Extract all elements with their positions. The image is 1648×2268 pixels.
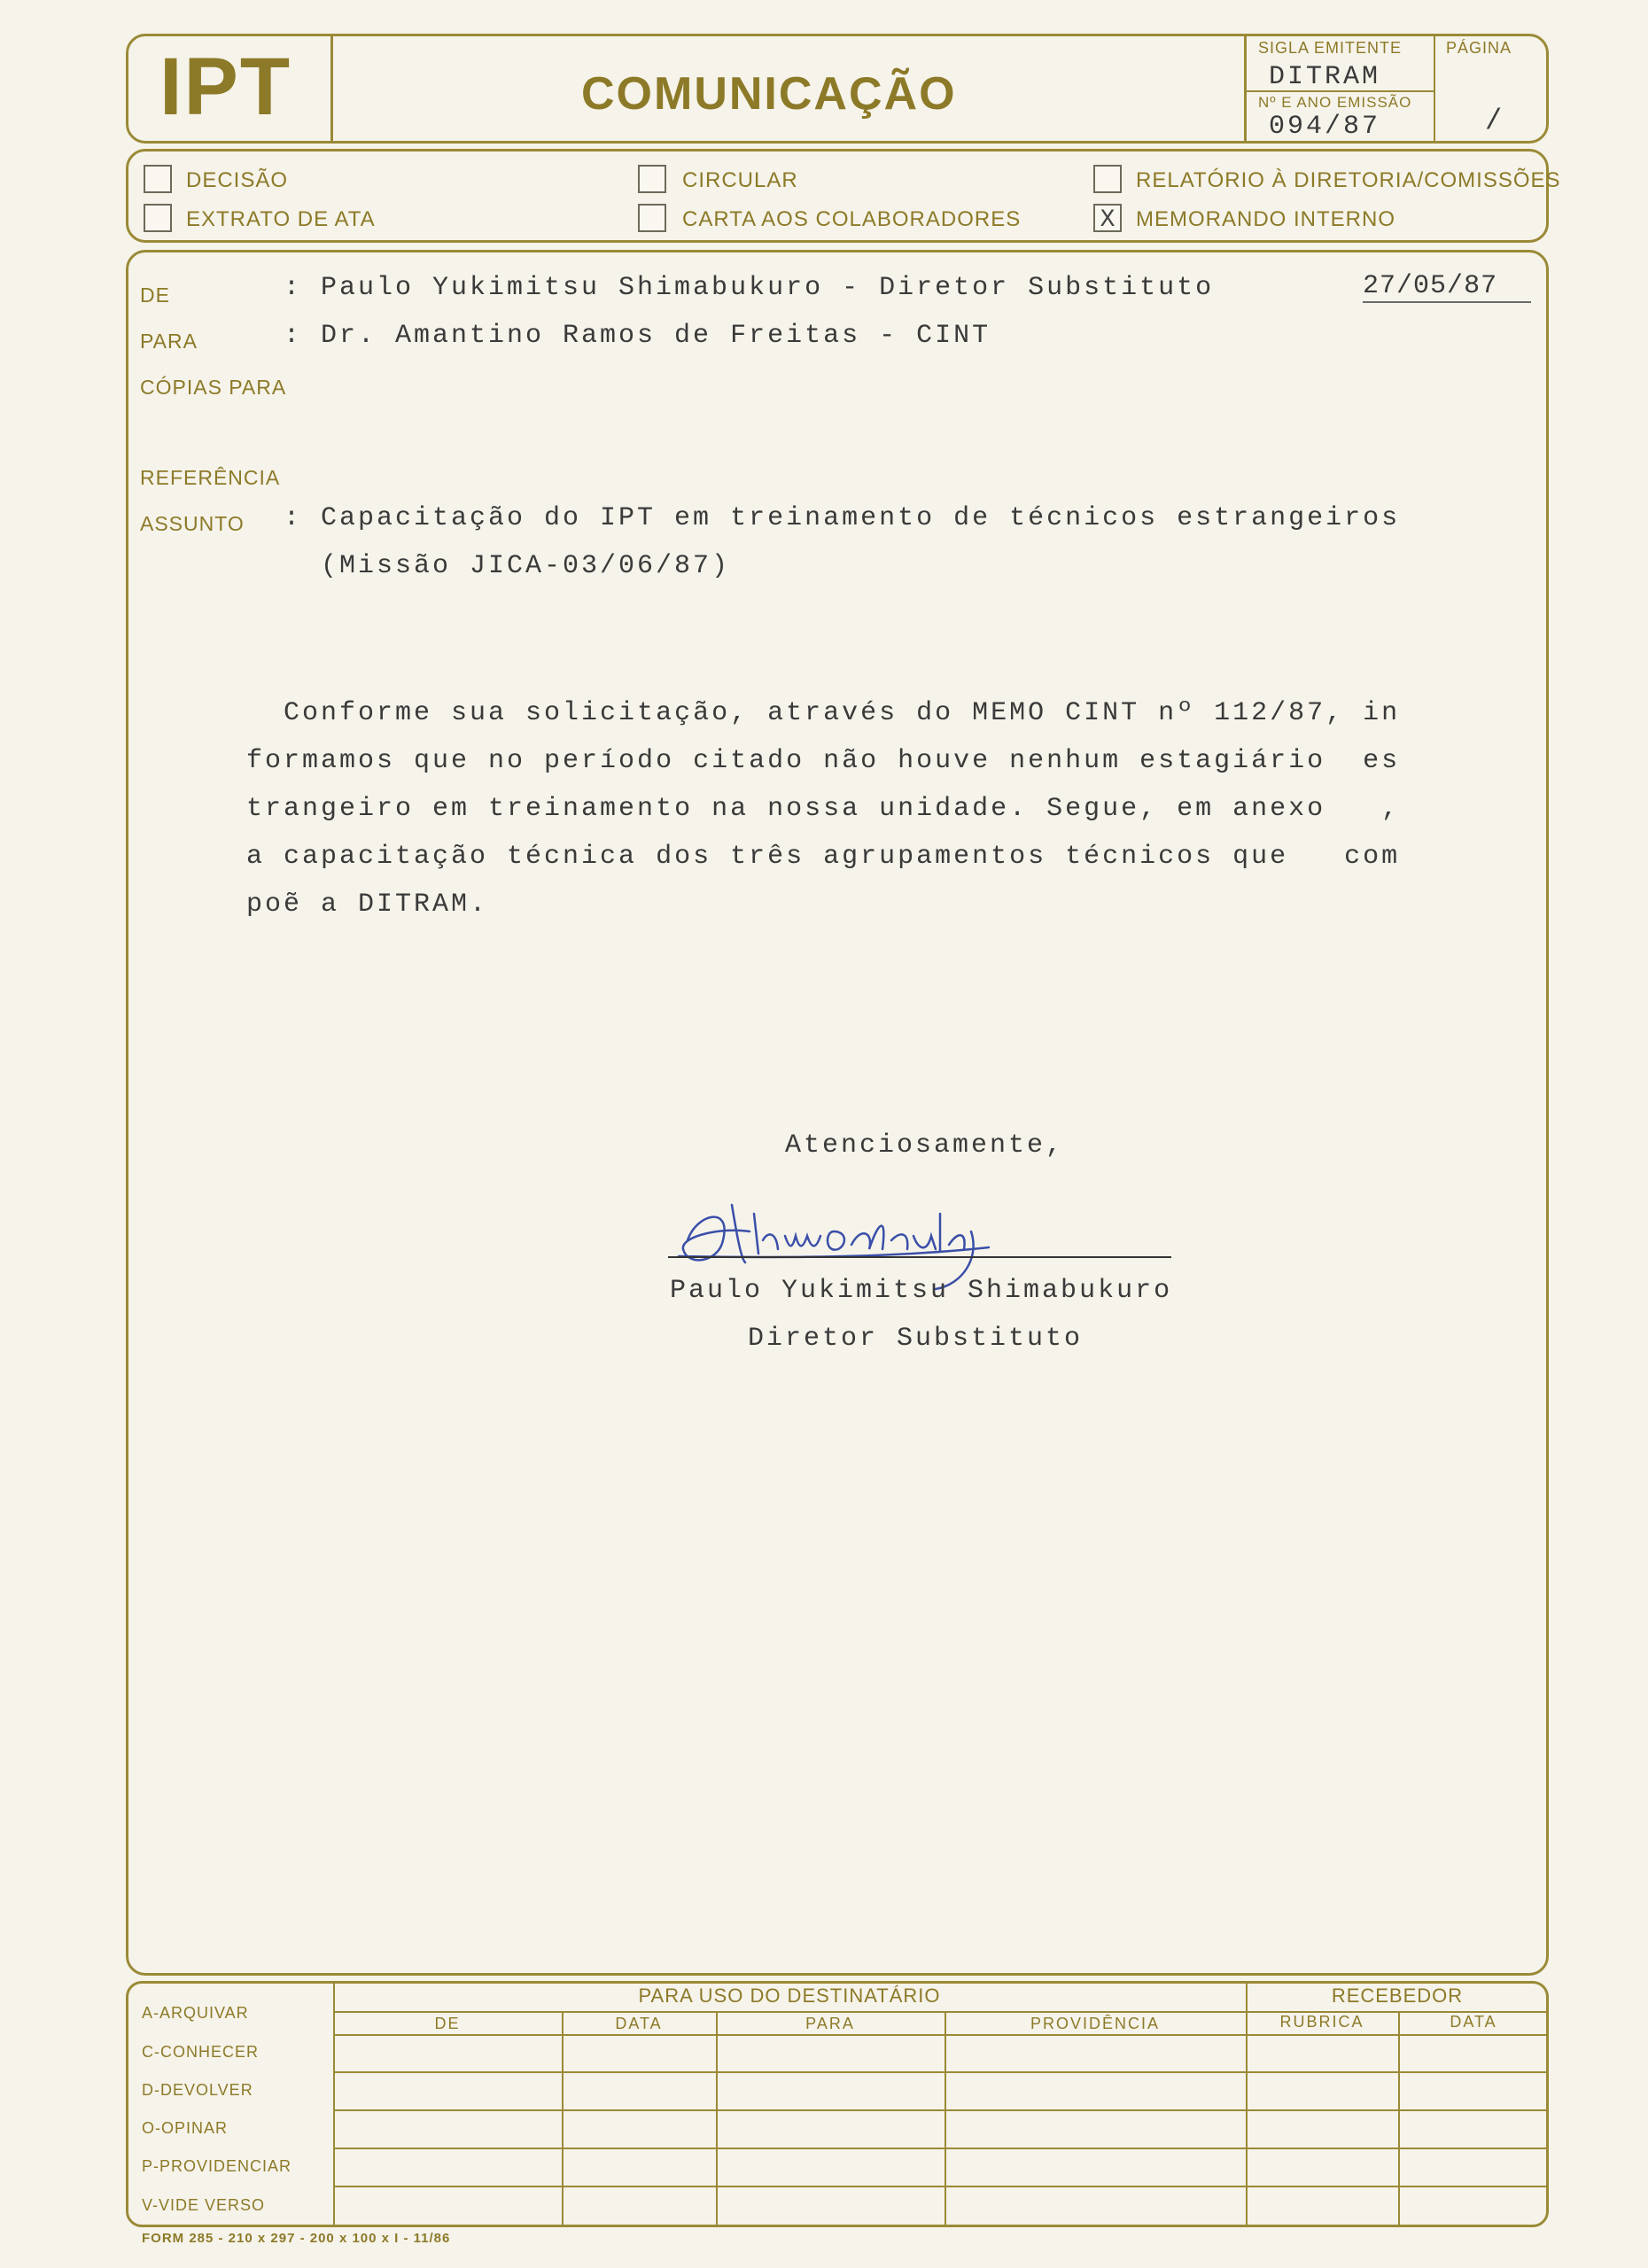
col-providencia: PROVIDÊNCIA [1030, 2015, 1161, 2032]
date-year: 87 [1464, 271, 1498, 301]
para-value: Dr. Amantino Ramos de Freitas - CINT [321, 321, 991, 351]
form-title: COMUNICAÇÃO [581, 68, 957, 120]
checkbox-carta[interactable] [638, 204, 666, 232]
label-decisao: DECISÃO [186, 168, 289, 192]
assunto-colon: : [284, 503, 303, 533]
code-p: P-PROVIDENCIAR [142, 2157, 292, 2175]
assunto-line-2: (Missão JICA-03/06/87) [321, 551, 731, 581]
label-relatorio: RELATÓRIO À DIRETORIA/COMISSÕES [1136, 168, 1561, 192]
code-o: O-OPINAR [142, 2119, 229, 2137]
col-data-2: DATA [1450, 2013, 1497, 2031]
label-circular: CIRCULAR [682, 168, 798, 192]
col-data: DATA [615, 2015, 663, 2032]
recebedor-heading: RECEBEDOR [1331, 1984, 1464, 2007]
logo-box [126, 34, 333, 144]
col-de: DE [434, 2015, 461, 2032]
checkbox-memorando[interactable]: X [1093, 204, 1122, 232]
body-line-5: poẽ a DITRAM. [246, 889, 489, 920]
date-sep-2: / [1447, 271, 1465, 301]
date-day: 27 [1363, 271, 1397, 301]
de-value: Paulo Yukimitsu Shimabukuro - Diretor Substituto [321, 273, 1215, 303]
footer-hline-3 [333, 2071, 1549, 2073]
col-para: PARA [805, 2015, 855, 2032]
body-line-1: Conforme sua solicitação, através do MEMO CINT nº 112/87, in [246, 698, 1401, 728]
signer-name: Paulo Yukimitsu Shimabukuro [670, 1276, 1173, 1306]
closing-greeting: Atenciosamente, [785, 1130, 1065, 1161]
code-a: A-ARQUIVAR [142, 2004, 249, 2022]
label-carta: CARTA AOS COLABORADORES [682, 207, 1022, 231]
checkbox-circular[interactable] [638, 165, 666, 193]
pagina-label: PÁGINA [1446, 39, 1512, 57]
referencia-label: REFERÊNCIA [140, 466, 281, 489]
checkbox-relatorio[interactable] [1093, 165, 1122, 193]
checkbox-extrato[interactable] [144, 204, 172, 232]
code-d: D-DEVOLVER [142, 2081, 253, 2099]
sigla-value: DITRAM [1269, 62, 1381, 92]
copias-label: CÓPIAS PARA [140, 376, 287, 399]
footer-vline-data [562, 2011, 564, 2227]
form-code: FORM 285 - 210 x 297 - 200 x 100 x I - 11/86 [142, 2231, 451, 2246]
numero-value: 094/87 [1269, 112, 1381, 142]
footer-hline-6 [333, 2186, 1549, 2187]
signer-role: Diretor Substituto [748, 1324, 1084, 1354]
pagina-value: / [1485, 105, 1505, 137]
body-line-2: formamos que no período citado não houve nenhum estagiário es [246, 746, 1401, 776]
label-extrato: EXTRATO DE ATA [186, 207, 376, 231]
footer-hline-5 [333, 2148, 1549, 2149]
body-line-3: trangeiro em treinamento na nossa unidade. Segue, em anexo , [246, 794, 1401, 824]
footer-vline-prov [944, 2011, 946, 2227]
footer-vline-para [716, 2011, 718, 2227]
de-label: DE [140, 284, 170, 307]
numero-label: Nº E ANO EMISSÃO [1258, 94, 1412, 111]
col-rubrica: RUBRICA [1279, 2013, 1364, 2031]
de-colon: : [284, 273, 303, 303]
body-line-4: a capacitação técnica dos três agrupamentos técnicos que com [246, 842, 1401, 872]
ipt-logo: IPT [159, 42, 292, 132]
assunto-label: ASSUNTO [140, 512, 245, 535]
para-uso-heading: PARA USO DO DESTINATÁRIO [638, 1984, 941, 2007]
date-sep-1: / [1396, 271, 1414, 301]
code-c: C-CONHECER [142, 2043, 260, 2061]
date-field [1363, 271, 1531, 303]
assunto-line-1: Capacitação do IPT em treinamento de técnicos estrangeiros [321, 503, 1401, 533]
checkbox-decisao[interactable] [144, 165, 172, 193]
footer-hline-2 [333, 2034, 1549, 2036]
para-colon: : [284, 321, 303, 351]
footer-hline-4 [333, 2109, 1549, 2111]
code-v: V-VIDE VERSO [142, 2196, 266, 2214]
label-memorando: MEMORANDO INTERNO [1136, 207, 1395, 231]
sigla-label: SIGLA EMITENTE [1258, 39, 1403, 57]
para-label: PARA [140, 330, 198, 353]
date-month: 05 [1413, 271, 1448, 301]
header-meta-divider [1434, 34, 1435, 144]
signature-line [668, 1256, 1171, 1258]
footer-vline-data2 [1398, 2011, 1400, 2227]
